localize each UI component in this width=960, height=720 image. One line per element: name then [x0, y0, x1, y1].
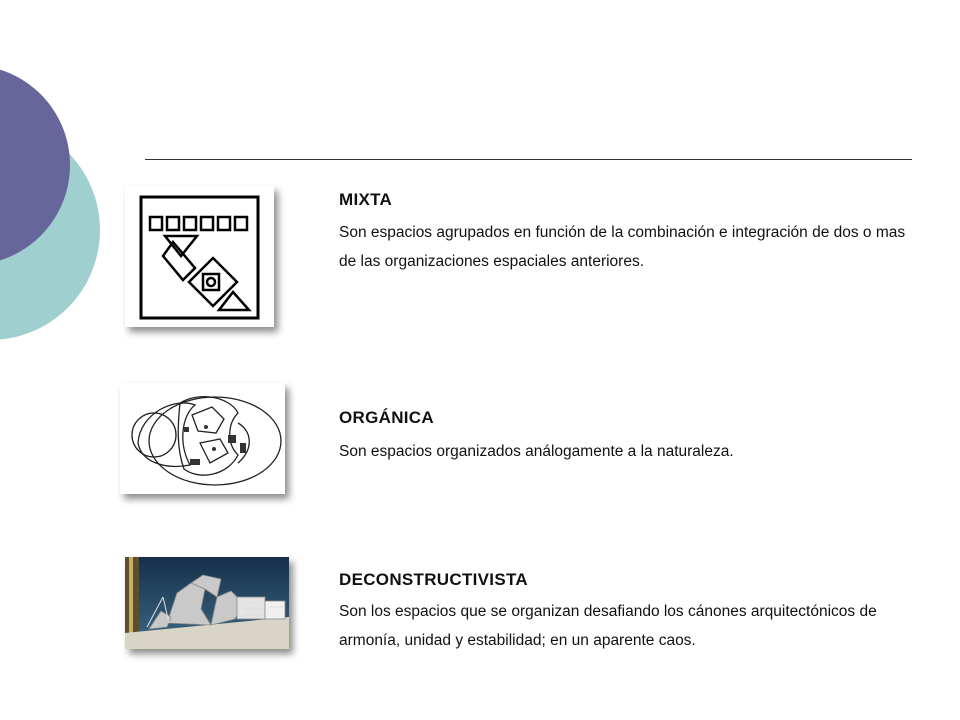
horizontal-rule [145, 159, 912, 160]
section-description: Son espacios agrupados en función de la combinación e integración de dos o mas de las organizaciones espaciales anteriores. [339, 224, 906, 270]
section-title: MIXTA [339, 190, 393, 209]
section-title: ORGÁNICA [339, 408, 434, 427]
mixed-organization-diagram-icon [125, 186, 274, 327]
section-title: DECONSTRUCTIVISTA [339, 570, 528, 589]
section-description: Son espacios organizados análogamente a la naturaleza. [339, 443, 734, 460]
organic-floor-plan-icon [120, 383, 285, 494]
decorative-circles [0, 0, 120, 400]
section-description: Son los espacios que se organizan desafiando los cánones arquitectónicos de armonía, unidad y estabilidad; en un aparente caos. [339, 603, 877, 649]
deconstructivist-building-model-icon [125, 557, 289, 649]
